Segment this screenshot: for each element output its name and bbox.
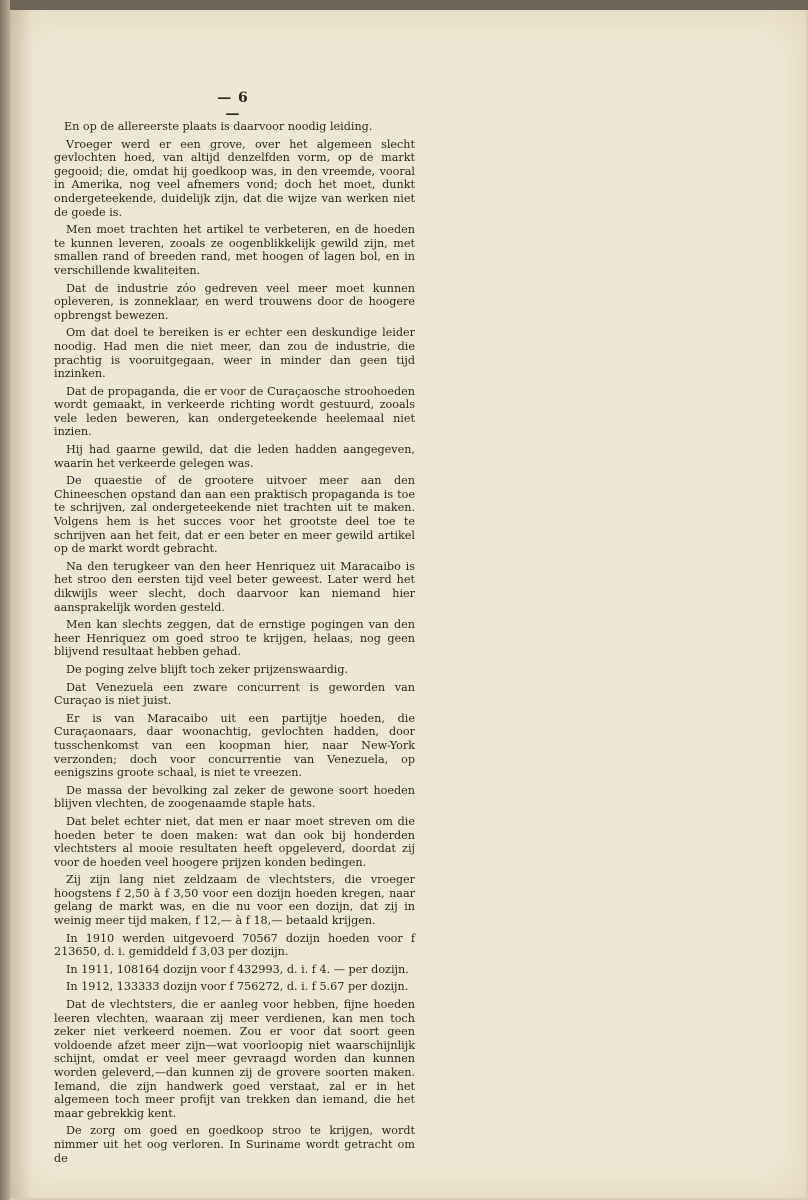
paragraph: En op de allereerste plaats is daarvoor noodig leiding.: [64, 120, 373, 133]
paragraph: Na den terugkeer van den heer Henriquez uit Maracaibo is het stroo den eersten tijd veel beter geweest. Later werd het dikwijls weer slecht, doch daarvoor kan niemand hier aansprakelijk worden gesteld.: [54, 559, 415, 614]
paragraph: Dat de industrie zóo gedreven veel meer moet kunnen opleveren, is zonneklaar, en werd trouwens door de hoogere opbrengst bewezen.: [54, 281, 415, 322]
paragraph: De poging zelve blijft toch zeker prijzenswaardig.: [66, 662, 349, 676]
page-number: — 6 —: [217, 90, 249, 122]
body-text-column: [54, 120, 415, 1169]
paragraph: Men kan slechts zeggen, dat de ernstige pogingen van den heer Henriquez om goed stroo te krijgen, helaas, nog geen blijvend resultaat hebben gehad.: [54, 618, 415, 659]
paragraph: Dat de propaganda, die er voor de Curaçaosche stroohoeden wordt gemaakt, in verkeerde richting wordt gestuurd, zooals vele leden beweren, kan ondergeteekende heelemaal niet inzien.: [54, 384, 415, 439]
paragraph: Men moet trachten het artikel te verbeteren, en de hoeden te kunnen leveren, zooals ze oogenblikkelijk gewild zijn, met smallen rand of breeden rand, met hoogen of lagen bol, en in verschillende kwaliteiten.: [54, 223, 415, 277]
paragraph: In 1910 werden uitgevoerd 70567 dozijn hoeden voor f 213650, d. i. gemiddeld f 3,03 per dozijn.: [54, 931, 415, 959]
paragraph: Dat de vlechtsters, die er aanleg voor hebben, fijne hoeden leeren vlechten, waaraan zij meer verdienen, kan men toch zeker niet verkeerd noemen. Zou er voor dat soort geen voldoende afzet meer zijn—wat voorloopig niet waarschijnlijk schijnt, omdat er veel meer gevraagd worden dan kunnen worden geleverd,—dan kunnen zij de grovere soorten maken. Iemand, die zijn handwerk goed verstaat, zal er in het algemeen toch meer profijt van trekken dan iemand, die het maar gebrekkig kent.: [54, 998, 415, 1120]
paragraph: Er is van Maracaibo uit een partijtje hoeden, die Curaçaonaars, daar woonachtig, gevlochten hadden, door tusschenkomst van een koopman hier, naar New-York verzonden; doch voor concurrentie van Venezuela, op eenigszins groote schaal, is niet te vreezen.: [54, 711, 415, 780]
scanner-top-edge: [0, 0, 808, 10]
paragraph: In 1911, 108164 dozijn voor f 432993, d. i. f 4. — per dozijn.: [66, 962, 409, 976]
paragraph: In 1912, 133333 dozijn voor f 756272, d. i. f 5.67 per dozijn.: [66, 980, 409, 994]
paragraph: De zorg om goed en goedkoop stroo te krijgen, wordt nimmer uit het oog verloren. In Suriname wordt getracht om de: [54, 1124, 415, 1165]
paragraph: Om dat doel te bereiken is er echter een deskundige leider noodig. Had men die niet meer, dan zou de industrie, die prachtig is vooruitgegaan, weer in minder dan geen tijd inzinken.: [54, 326, 415, 381]
paragraph: Zij zijn lang niet zeldzaam de vlechtsters, die vroeger hoogstens f 2,50 à f 3,50 voor een dozijn hoeden kregen, naar gelang de markt was, en die nu voor een dozijn, dat zij in weinig meer tijd maken, f 12,— à f 18,— betaald krijgen.: [54, 873, 415, 928]
scanner-left-edge: [0, 0, 10, 1200]
paragraph: De massa der bevolking zal zeker de gewone soort hoeden blijven vlechten, de zoogenaamde staple hats.: [54, 783, 415, 811]
paragraph: Dat Venezuela een zware concurrent is geworden van Curaçao is niet juist.: [54, 680, 415, 708]
paragraph: Dat belet echter niet, dat men er naar moet streven om die hoeden beter te doen maken: wat dan ook bij honderden vlechtsters al mooie resultaten heeft opgeleverd, doordat zij voor de hoeden veel hoogere prijzen konden bedingen.: [54, 814, 415, 869]
paragraph: Hij had gaarne gewild, dat die leden hadden aangegeven, waarin het verkeerde gelegen was.: [54, 443, 415, 470]
binding-fold-shadow: [10, 10, 32, 1198]
paragraph: Vroeger werd er een grove, over het algemeen slecht gevlochten hoed, van altijd denzelfden vorm, op de markt gegooid; die, omdat hij goedkoop was, in den vreemde, vooral in Amerika, nog veel afnemers vond; doch het moet, dunkt ondergeteekende, duidelijk zijn, dat die wijze van werken niet de goede is.: [54, 137, 415, 219]
paragraph: De quaestie of de grootere uitvoer meer aan den Chineeschen opstand dan aan een praktisch propaganda is toe te schrijven, zal ondergeteekende niet trachten uit te maken. Volgens hem is het succes voor het grootste deel toe te schrijven aan het feit, dat er een beter en meer gewild artikel op de markt wordt gebracht.: [54, 474, 415, 556]
